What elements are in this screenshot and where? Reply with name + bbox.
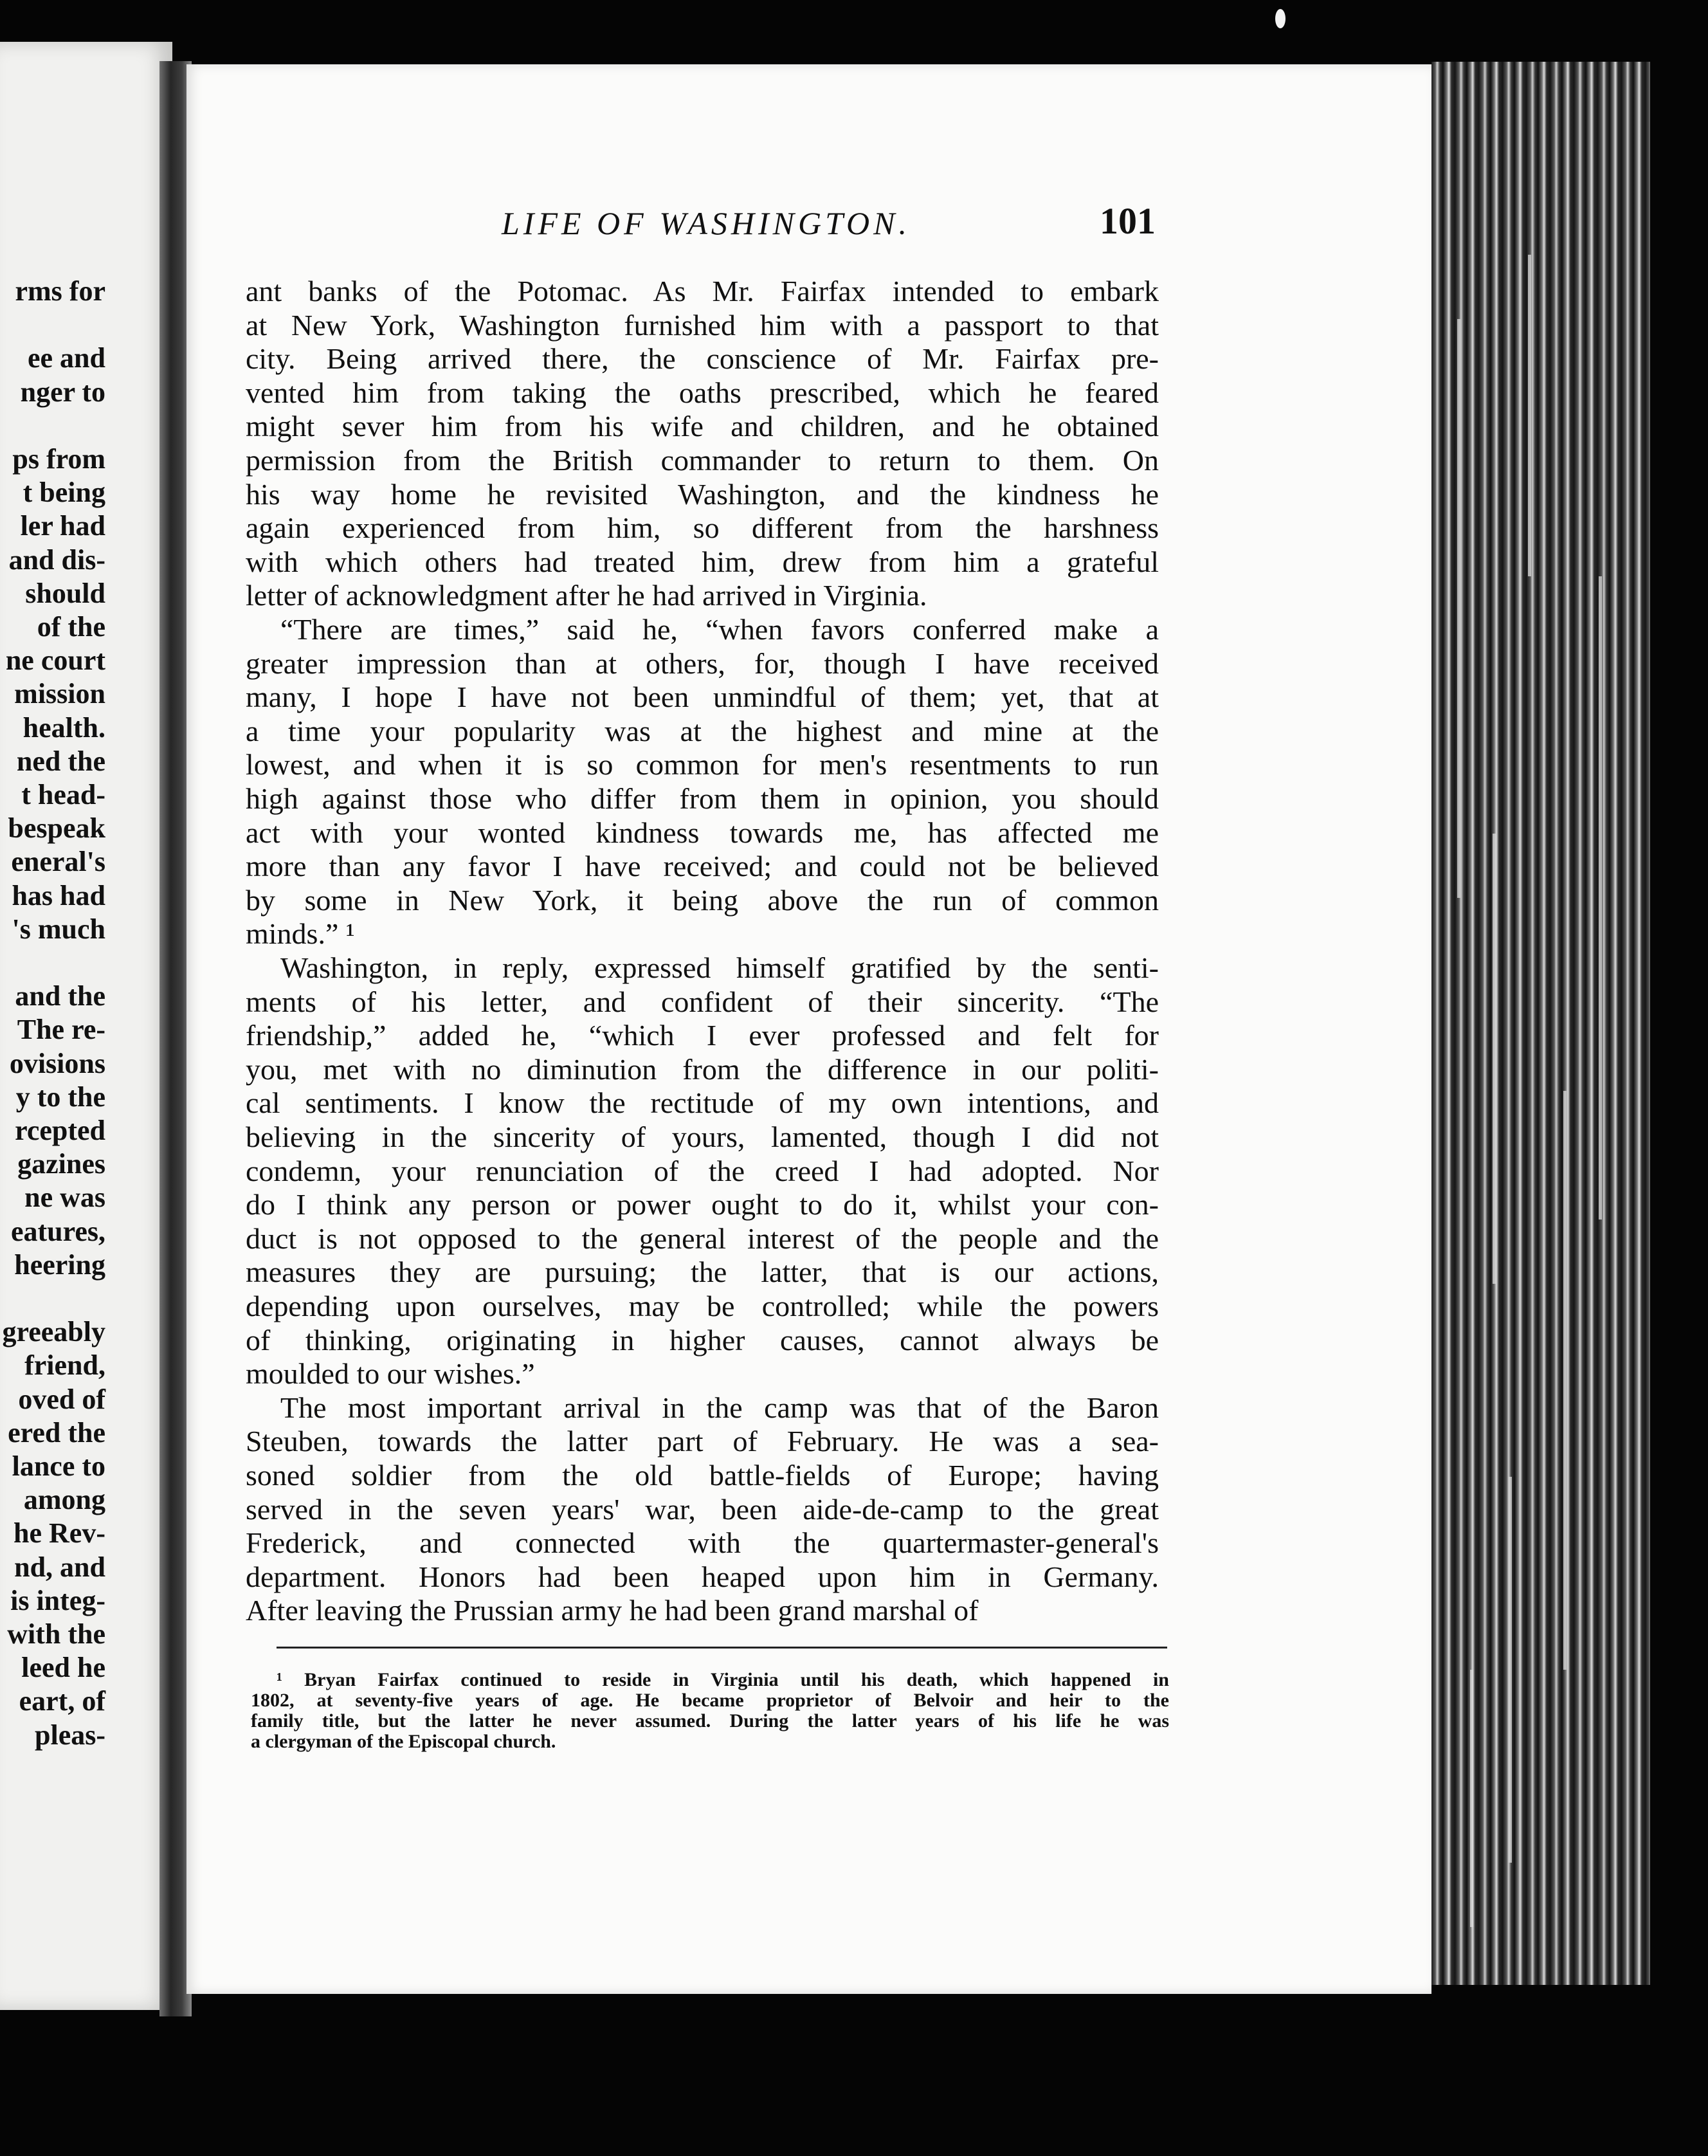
left-page-line: nd, and xyxy=(14,1551,105,1583)
left-page-line: t being xyxy=(23,477,105,509)
text-line: friendship,” added he, “which I ever professed and felt for xyxy=(246,1019,1159,1052)
text-line: you, met with no diminution from the difference in our politi- xyxy=(246,1052,1159,1086)
left-page-line: of the xyxy=(37,611,105,643)
left-page-line: bespeak xyxy=(8,812,105,845)
left-page-line: eneral's xyxy=(11,846,105,878)
left-page-line: y to the xyxy=(15,1081,105,1113)
page-edges-right xyxy=(1431,62,1650,1985)
left-page-line: and dis- xyxy=(8,544,105,576)
edge-streak xyxy=(1528,255,1531,576)
left-page-line: ps from xyxy=(12,443,105,475)
text-line: many, I hope I have not been unmindful of them; yet, that at xyxy=(246,681,1159,714)
footnote-line: a clergyman of the Episcopal church. xyxy=(251,1731,556,1752)
left-page-line: is integ- xyxy=(10,1584,105,1616)
left-page-line: and the xyxy=(15,980,105,1012)
left-page-line: should xyxy=(25,577,105,609)
footnote-line: 1802, at seventy-five years of age. He became proprietor of Belvoir and heir to the xyxy=(251,1690,1169,1711)
left-page-line: has had xyxy=(12,879,105,911)
left-page-line: ee and xyxy=(28,342,105,374)
left-page-line: greeably xyxy=(2,1316,105,1348)
text-line: permission from the British commander to return to them. On xyxy=(246,444,1159,477)
left-page-line: nger to xyxy=(20,376,105,408)
text-line: more than any favor I have received; and could not be believed xyxy=(246,850,1159,883)
text-line: soned soldier from the old battle-fields of Europe; having xyxy=(246,1459,1159,1492)
text-line: a time your popularity was at the highest and mine at the xyxy=(246,714,1159,747)
left-page-line: lance to xyxy=(12,1450,105,1482)
text-line: of thinking, originating in higher causes, cannot always be xyxy=(246,1323,1159,1357)
footnote-line: family title, but the latter he never assumed. During the latter years of his life he was xyxy=(251,1710,1169,1731)
text-line: Washington, in reply, expressed himself gratified by the senti- xyxy=(280,951,1159,984)
text-line: do I think any person or power ought to do it, whilst your con- xyxy=(246,1188,1159,1221)
left-page-line: mission xyxy=(14,678,105,710)
left-page-line: with the xyxy=(7,1618,105,1650)
text-line: Frederick, and connected with the quartermaster-general's xyxy=(246,1526,1159,1560)
text-line: Steuben, towards the latter part of February. He was a sea- xyxy=(246,1425,1159,1458)
scan-speck xyxy=(1275,9,1286,28)
edge-streak xyxy=(1493,834,1496,1284)
edge-streak xyxy=(1599,576,1602,1220)
text-line: by some in New York, it being above the run of common xyxy=(246,883,1159,917)
text-line: condemn, your renunciation of the creed I had adopted. Nor xyxy=(246,1154,1159,1187)
text-line: might sever him from his wife and children, and he obtained xyxy=(246,410,1159,443)
edge-streak xyxy=(1470,1670,1473,1927)
text-line: served in the seven years' war, been aide-de-camp to the great xyxy=(246,1492,1159,1526)
left-page-line: friend, xyxy=(24,1349,105,1382)
text-line: high against those who differ from them in opinion, you should xyxy=(246,782,1159,815)
left-page-line: eart, of xyxy=(19,1685,105,1717)
text-line: at New York, Washington furnished him with a passport to that xyxy=(246,308,1159,342)
left-page-line: among xyxy=(23,1484,105,1516)
left-page-text xyxy=(0,42,172,2010)
left-page-line: oved of xyxy=(18,1383,105,1415)
text-line: ant banks of the Potomac. As Mr. Fairfax intended to embark xyxy=(246,275,1159,307)
left-facing-page xyxy=(0,42,172,2010)
page-number: 101 xyxy=(1100,200,1156,242)
left-page-line: rcepted xyxy=(15,1115,105,1146)
left-page-line: t head- xyxy=(21,779,105,810)
text-line: moulded to our wishes.” xyxy=(246,1357,535,1391)
text-line: vented him from taking the oaths prescribed, which he feared xyxy=(246,376,1159,409)
running-title: LIFE OF WASHINGTON. xyxy=(502,205,911,241)
left-page-line: ne was xyxy=(24,1182,105,1214)
left-page-line: eatures, xyxy=(10,1215,105,1247)
text-line: cal sentiments. I know the rectitude of my own intentions, and xyxy=(246,1086,1159,1120)
text-line: again experienced from him, so different from the harshness xyxy=(246,511,1159,545)
edge-streak xyxy=(1563,1091,1567,1670)
text-line: letter of acknowledgment after he had arrived in Virginia. xyxy=(246,579,927,612)
edge-streak xyxy=(1509,1477,1512,1863)
text-line: department. Honors had been heaped upon him in Germany. xyxy=(246,1560,1159,1593)
left-page-line: heering xyxy=(14,1248,105,1281)
left-page-line: ered the xyxy=(8,1416,105,1448)
text-line: depending upon ourselves, may be controlled; while the powers xyxy=(246,1290,1159,1322)
left-page-line: ovisions xyxy=(9,1047,105,1079)
left-page-line: leed he xyxy=(21,1652,105,1684)
text-line: act with your wonted kindness towards me, has affected me xyxy=(246,816,1159,849)
left-page-line: health. xyxy=(23,711,105,744)
left-page-line: ne court xyxy=(5,644,105,677)
text-line: lowest, and when it is so common for men's resentments to run xyxy=(246,748,1159,781)
text-line: minds.” ¹ xyxy=(246,917,355,951)
text-line: greater impression than at others, for, though I have received xyxy=(246,646,1159,680)
text-line: his way home he revisited Washington, and the kindness he xyxy=(246,477,1159,511)
left-page-line: ned the xyxy=(16,745,105,777)
left-page-line: pleas- xyxy=(35,1719,105,1751)
footnote-line: ¹ Bryan Fairfax continued to reside in Virginia until his death, which happened in xyxy=(277,1669,1169,1690)
footnote-rule xyxy=(277,1647,1167,1649)
text-line: After leaving the Prussian army he had been grand marshal of xyxy=(246,1594,979,1627)
text-line: measures they are pursuing; the latter, that is our actions, xyxy=(246,1256,1159,1289)
left-page-line: 's much xyxy=(12,913,105,945)
edge-streak xyxy=(1457,319,1460,898)
left-page-line: gazines xyxy=(17,1148,105,1180)
text-line: The most important arrival in the camp was that of the Baron xyxy=(280,1391,1159,1424)
text-line: duct is not opposed to the general interest of the people and the xyxy=(246,1221,1159,1255)
left-page-line: ler had xyxy=(20,510,105,542)
text-line: “There are times,” said he, “when favors conferred make a xyxy=(280,613,1159,646)
text-line: ments of his letter, and confident of their sincerity. “The xyxy=(246,985,1159,1018)
left-page-line: rms for xyxy=(15,275,105,307)
left-page-line: The re- xyxy=(17,1014,105,1046)
left-page-line: he Rev- xyxy=(14,1517,105,1549)
text-line: city. Being arrived there, the conscience of Mr. Fairfax pre- xyxy=(246,342,1159,376)
text-line: believing in the sincerity of yours, lamented, though I did not xyxy=(246,1120,1159,1153)
text-line: with which others had treated him, drew from him a grateful xyxy=(246,545,1159,578)
